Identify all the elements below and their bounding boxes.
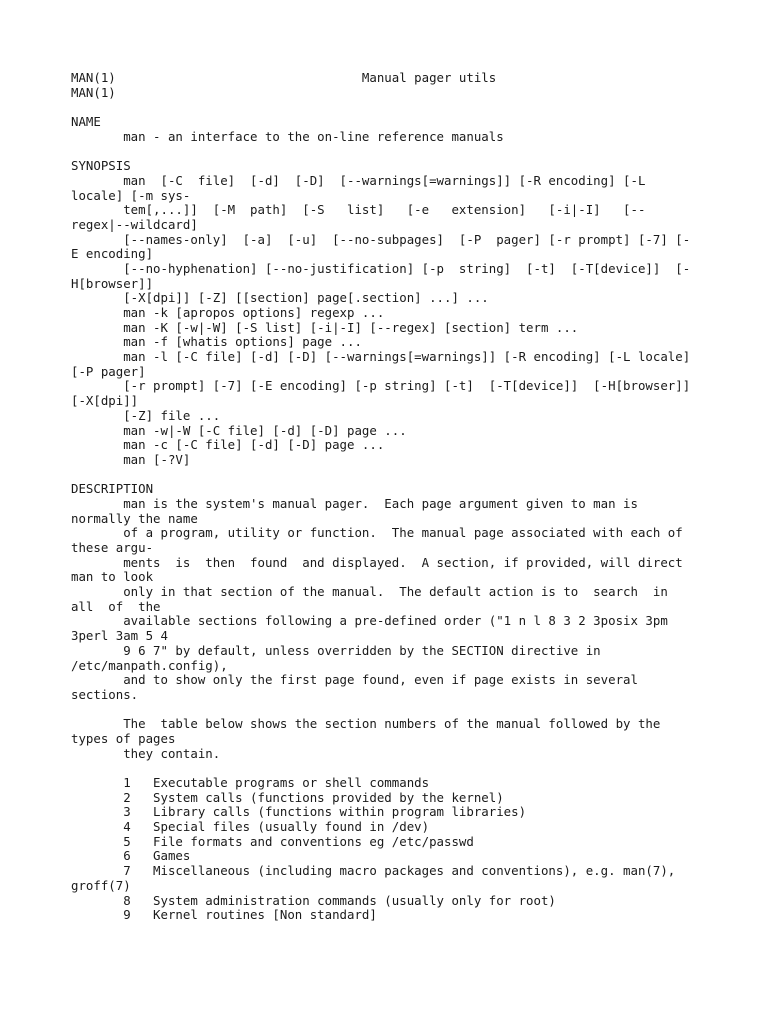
section-table-row: 9 Kernel routines [Non standard] bbox=[71, 907, 377, 923]
synopsis-line: man [-?V] bbox=[71, 451, 191, 467]
synopsis-line: [-Z] file ... bbox=[71, 407, 221, 423]
description-line: 3perl 3am 5 4 bbox=[71, 628, 168, 644]
header-line-wrap: MAN(1) bbox=[71, 84, 116, 100]
section-table-row: 1 Executable programs or shell commands bbox=[71, 775, 430, 790]
name-description: man - an interface to the on-line reference manuals bbox=[71, 128, 504, 144]
section-table-row: 4 Special files (usually found in /dev) bbox=[71, 819, 430, 835]
synopsis-line: regex|--wildcard] bbox=[71, 216, 198, 232]
synopsis-line: [-X[dpi]] bbox=[71, 393, 139, 409]
blank-line bbox=[71, 144, 761, 159]
description-line: 9 6 7" by default, unless overridden by the SECTION directive in bbox=[71, 642, 601, 658]
description-line: they contain. bbox=[71, 745, 221, 761]
synopsis-line: man -K [-w|-W] [-S list] [-i|-I] [--regex] [section] term ... bbox=[71, 319, 579, 335]
blank-line bbox=[71, 100, 761, 115]
synopsis-line: [-X[dpi]] [-Z] [[section] page[.section] ...] ... bbox=[71, 290, 489, 306]
section-heading-synopsis: SYNOPSIS bbox=[71, 158, 131, 174]
description-line: normally the name bbox=[71, 510, 198, 526]
synopsis-line: man -c [-C file] [-d] [-D] page ... bbox=[71, 437, 385, 453]
description-line: man is the system's manual pager. Each page argument given to man is bbox=[71, 495, 638, 511]
section-heading-description: DESCRIPTION bbox=[71, 481, 154, 497]
synopsis-line: [-r prompt] [-7] [-E encoding] [-p string] [-t] [-T[device]] [-H[browser]] bbox=[71, 378, 691, 394]
blank-line bbox=[71, 703, 761, 718]
synopsis-line: locale] [-m sys- bbox=[71, 187, 191, 203]
description-line: these argu- bbox=[71, 540, 154, 555]
description-line: available sections following a pre-defined order ("1 n l 8 3 2 3posix 3pm bbox=[71, 613, 668, 629]
section-table-row: 6 Games bbox=[71, 848, 191, 864]
section-table-row: groff(7) bbox=[71, 877, 131, 893]
section-table-row: 8 System administration commands (usually only for root) bbox=[71, 892, 556, 908]
section-table-row: 5 File formats and conventions eg /etc/passwd bbox=[71, 833, 474, 849]
synopsis-line: man -f [whatis options] page ... bbox=[71, 334, 362, 350]
description-line: all of the bbox=[71, 598, 161, 614]
description-line: and to show only the first page found, even if page exists in several bbox=[71, 672, 638, 688]
description-line: ments is then found and displayed. A section, if provided, will direct bbox=[71, 554, 683, 570]
description-line: /etc/manpath.config), bbox=[71, 657, 228, 673]
header-line: MAN(1) Manual pager utils bbox=[71, 70, 497, 85]
description-line: The table below shows the section numbers of the manual followed by the bbox=[71, 716, 661, 732]
description-line: man to look bbox=[71, 569, 154, 585]
synopsis-line: [--no-hyphenation] [--no-justification] [-p string] [-t] [-T[device]] [- bbox=[71, 260, 691, 276]
synopsis-line: [--names-only] [-a] [-u] [--no-subpages] [-P pager] [-r prompt] [-7] [- bbox=[71, 231, 691, 247]
synopsis-line: [-P pager] bbox=[71, 363, 146, 379]
synopsis-line: tem[,...]] [-M path] [-S list] [-e extension] [-i|-I] [-- bbox=[71, 202, 646, 218]
synopsis-line: man -w|-W [-C file] [-d] [-D] page ... bbox=[71, 422, 407, 438]
description-line: sections. bbox=[71, 686, 139, 702]
blank-line bbox=[71, 761, 761, 776]
section-heading-name: NAME bbox=[71, 114, 101, 130]
synopsis-line: man -l [-C file] [-d] [-D] [--warnings[=warnings]] [-R encoding] [-L locale] bbox=[71, 349, 691, 365]
description-line: types of pages bbox=[71, 730, 176, 746]
description-line: of a program, utility or function. The manual page associated with each of bbox=[71, 525, 683, 541]
section-table-row: 2 System calls (functions provided by the kernel) bbox=[71, 789, 504, 805]
synopsis-line: man [-C file] [-d] [-D] [--warnings[=warnings]] [-R encoding] [-L bbox=[71, 172, 646, 188]
blank-line bbox=[71, 468, 761, 483]
section-table-row: 3 Library calls (functions within program libraries) bbox=[71, 804, 527, 820]
synopsis-line: man -k [apropos options] regexp ... bbox=[71, 305, 385, 320]
synopsis-line: H[browser]] bbox=[71, 275, 154, 291]
section-table-row: 7 Miscellaneous (including macro packages and conventions), e.g. man(7), bbox=[71, 863, 676, 879]
description-line: only in that section of the manual. The default action is to search in bbox=[71, 584, 668, 600]
synopsis-line: E encoding] bbox=[71, 246, 154, 262]
man-page-text bbox=[71, 71, 761, 923]
